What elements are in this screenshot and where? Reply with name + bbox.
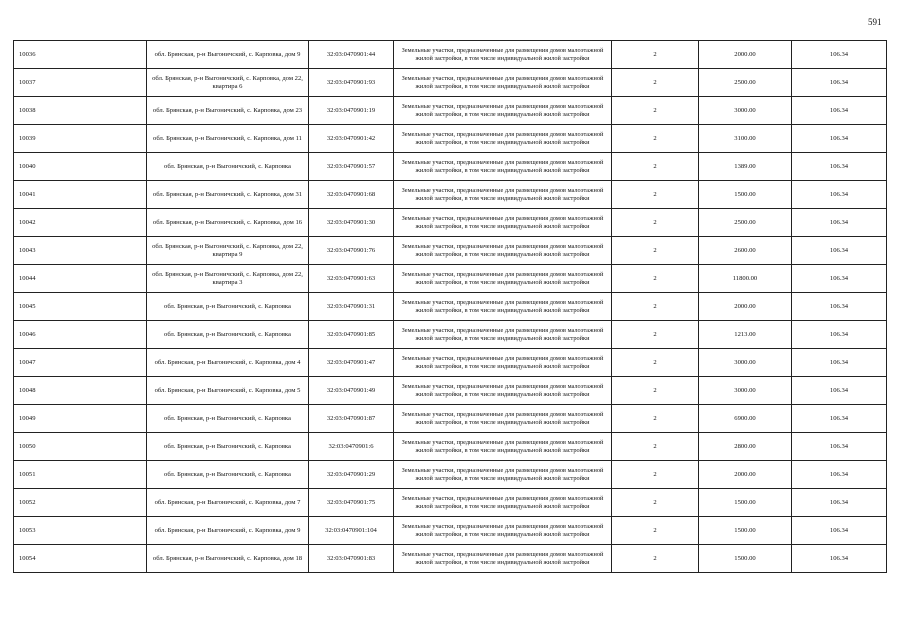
cell-group: 2 [612, 405, 699, 433]
cell-group: 2 [612, 153, 699, 181]
cell-row-number: 10053 [14, 517, 147, 545]
cell-specific-value: 106.34 [792, 489, 887, 517]
table-row [14, 125, 887, 153]
cell-cadastral-number: 32:03:0470901:29 [309, 461, 394, 489]
cell-cadastral-number: 32:03:0470901:63 [309, 265, 394, 293]
cell-group: 2 [612, 545, 699, 573]
cell-area: 2600.00 [699, 237, 792, 265]
cell-area: 2800.00 [699, 433, 792, 461]
cell-group: 2 [612, 265, 699, 293]
cell-area: 1389.00 [699, 153, 792, 181]
cell-group: 2 [612, 41, 699, 69]
cell-address: обл. Брянская, р-н Выгоничский, с. Карповка [147, 153, 309, 181]
cell-row-number: 10046 [14, 321, 147, 349]
cell-area: 3000.00 [699, 349, 792, 377]
cell-area: 3100.00 [699, 125, 792, 153]
cell-row-number: 10037 [14, 69, 147, 97]
cell-land-use: Земельные участки, предназначенные для размещения домов малоэтажной жилой застройки, в том числе индивидуальной жилой застройки [394, 293, 612, 321]
cell-land-use: Земельные участки, предназначенные для размещения домов малоэтажной жилой застройки, в том числе индивидуальной жилой застройки [394, 97, 612, 125]
cell-area: 1500.00 [699, 517, 792, 545]
cell-area: 1500.00 [699, 489, 792, 517]
table-row [14, 209, 887, 237]
cadastral-value-table [13, 40, 887, 573]
cell-cadastral-number: 32:03:0470901:76 [309, 237, 394, 265]
cell-address: обл. Брянская, р-н Выгоничский, с. Карповка, дом 16 [147, 209, 309, 237]
cell-specific-value: 106.34 [792, 125, 887, 153]
cell-row-number: 10049 [14, 405, 147, 433]
table-row [14, 181, 887, 209]
cell-cadastral-number: 32:03:0470901:49 [309, 377, 394, 405]
cell-group: 2 [612, 461, 699, 489]
table-row [14, 69, 887, 97]
cell-row-number: 10054 [14, 545, 147, 573]
cell-group: 2 [612, 489, 699, 517]
cell-land-use: Земельные участки, предназначенные для размещения домов малоэтажной жилой застройки, в том числе индивидуальной жилой застройки [394, 209, 612, 237]
cell-area: 1500.00 [699, 545, 792, 573]
cell-cadastral-number: 32:03:0470901:42 [309, 125, 394, 153]
cell-address: обл. Брянская, р-н Выгоничский, с. Карповка, дом 22, квартира 3 [147, 265, 309, 293]
table-row [14, 293, 887, 321]
cell-land-use: Земельные участки, предназначенные для размещения домов малоэтажной жилой застройки, в том числе индивидуальной жилой застройки [394, 377, 612, 405]
cell-group: 2 [612, 321, 699, 349]
cell-specific-value: 106.34 [792, 321, 887, 349]
cell-address: обл. Брянская, р-н Выгоничский, с. Карповка, дом 11 [147, 125, 309, 153]
cell-land-use: Земельные участки, предназначенные для размещения домов малоэтажной жилой застройки, в том числе индивидуальной жилой застройки [394, 265, 612, 293]
table-row [14, 321, 887, 349]
cell-specific-value: 106.34 [792, 349, 887, 377]
cell-cadastral-number: 32:03:0470901:19 [309, 97, 394, 125]
cell-row-number: 10043 [14, 237, 147, 265]
cell-specific-value: 106.34 [792, 265, 887, 293]
cell-row-number: 10038 [14, 97, 147, 125]
cell-land-use: Земельные участки, предназначенные для размещения домов малоэтажной жилой застройки, в том числе индивидуальной жилой застройки [394, 489, 612, 517]
cell-specific-value: 106.34 [792, 97, 887, 125]
cell-cadastral-number: 32:03:0470901:75 [309, 489, 394, 517]
cell-specific-value: 106.34 [792, 461, 887, 489]
cell-group: 2 [612, 181, 699, 209]
cell-specific-value: 106.34 [792, 153, 887, 181]
cell-row-number: 10041 [14, 181, 147, 209]
cell-row-number: 10039 [14, 125, 147, 153]
cell-land-use: Земельные участки, предназначенные для размещения домов малоэтажной жилой застройки, в том числе индивидуальной жилой застройки [394, 545, 612, 573]
cell-address: обл. Брянская, р-н Выгоничский, с. Карповка, дом 18 [147, 545, 309, 573]
cell-cadastral-number: 32:03:0470901:44 [309, 41, 394, 69]
cell-area: 3000.00 [699, 97, 792, 125]
cell-address: обл. Брянская, р-н Выгоничский, с. Карповка [147, 321, 309, 349]
cell-address: обл. Брянская, р-н Выгоничский, с. Карповка [147, 405, 309, 433]
table-row [14, 97, 887, 125]
page-number: 591 [868, 17, 882, 27]
cell-row-number: 10040 [14, 153, 147, 181]
cell-area: 2000.00 [699, 461, 792, 489]
cell-row-number: 10052 [14, 489, 147, 517]
cell-address: обл. Брянская, р-н Выгоничский, с. Карповка [147, 433, 309, 461]
cell-land-use: Земельные участки, предназначенные для размещения домов малоэтажной жилой застройки, в том числе индивидуальной жилой застройки [394, 41, 612, 69]
table-row [14, 265, 887, 293]
cell-cadastral-number: 32:03:0470901:57 [309, 153, 394, 181]
cell-address: обл. Брянская, р-н Выгоничский, с. Карповка, дом 9 [147, 517, 309, 545]
cell-area: 11800.00 [699, 265, 792, 293]
cell-specific-value: 106.34 [792, 209, 887, 237]
cell-address: обл. Брянская, р-н Выгоничский, с. Карповка, дом 31 [147, 181, 309, 209]
cell-specific-value: 106.34 [792, 293, 887, 321]
cell-cadastral-number: 32:03:0470901:104 [309, 517, 394, 545]
cell-row-number: 10036 [14, 41, 147, 69]
cell-row-number: 10042 [14, 209, 147, 237]
cell-group: 2 [612, 517, 699, 545]
cell-group: 2 [612, 97, 699, 125]
cell-specific-value: 106.34 [792, 377, 887, 405]
cell-land-use: Земельные участки, предназначенные для размещения домов малоэтажной жилой застройки, в том числе индивидуальной жилой застройки [394, 349, 612, 377]
table-row [14, 489, 887, 517]
table-row [14, 153, 887, 181]
cell-row-number: 10050 [14, 433, 147, 461]
cell-area: 3000.00 [699, 377, 792, 405]
cell-land-use: Земельные участки, предназначенные для размещения домов малоэтажной жилой застройки, в том числе индивидуальной жилой застройки [394, 181, 612, 209]
cell-area: 6900.00 [699, 405, 792, 433]
cell-land-use: Земельные участки, предназначенные для размещения домов малоэтажной жилой застройки, в том числе индивидуальной жилой застройки [394, 153, 612, 181]
cell-land-use: Земельные участки, предназначенные для размещения домов малоэтажной жилой застройки, в том числе индивидуальной жилой застройки [394, 405, 612, 433]
table-row [14, 517, 887, 545]
table-row [14, 377, 887, 405]
table-row [14, 545, 887, 573]
cell-row-number: 10044 [14, 265, 147, 293]
table-row [14, 461, 887, 489]
cell-address: обл. Брянская, р-н Выгоничский, с. Карповка, дом 4 [147, 349, 309, 377]
cell-cadastral-number: 32:03:0470901:6 [309, 433, 394, 461]
table-row [14, 349, 887, 377]
cell-row-number: 10045 [14, 293, 147, 321]
cell-address: обл. Брянская, р-н Выгоничский, с. Карповка [147, 461, 309, 489]
cell-row-number: 10048 [14, 377, 147, 405]
table-row [14, 237, 887, 265]
cell-address: обл. Брянская, р-н Выгоничский, с. Карповка, дом 7 [147, 489, 309, 517]
cell-area: 2000.00 [699, 293, 792, 321]
cell-cadastral-number: 32:03:0470901:47 [309, 349, 394, 377]
cell-group: 2 [612, 433, 699, 461]
cell-area: 2000.00 [699, 41, 792, 69]
cell-cadastral-number: 32:03:0470901:31 [309, 293, 394, 321]
cell-area: 2500.00 [699, 209, 792, 237]
cell-cadastral-number: 32:03:0470901:85 [309, 321, 394, 349]
cell-cadastral-number: 32:03:0470901:87 [309, 405, 394, 433]
cell-specific-value: 106.34 [792, 433, 887, 461]
cell-group: 2 [612, 69, 699, 97]
cell-address: обл. Брянская, р-н Выгоничский, с. Карповка, дом 5 [147, 377, 309, 405]
cell-row-number: 10051 [14, 461, 147, 489]
cell-address: обл. Брянская, р-н Выгоничский, с. Карповка, дом 22, квартира 6 [147, 69, 309, 97]
cell-specific-value: 106.34 [792, 69, 887, 97]
cell-group: 2 [612, 293, 699, 321]
cell-cadastral-number: 32:03:0470901:83 [309, 545, 394, 573]
cell-specific-value: 106.34 [792, 237, 887, 265]
cell-address: обл. Брянская, р-н Выгоничский, с. Карповка, дом 22, квартира 9 [147, 237, 309, 265]
cell-address: обл. Брянская, р-н Выгоничский, с. Карповка, дом 9 [147, 41, 309, 69]
cell-land-use: Земельные участки, предназначенные для размещения домов малоэтажной жилой застройки, в том числе индивидуальной жилой застройки [394, 461, 612, 489]
cell-cadastral-number: 32:03:0470901:68 [309, 181, 394, 209]
table-body [14, 41, 887, 573]
cell-area: 1500.00 [699, 181, 792, 209]
cell-cadastral-number: 32:03:0470901:30 [309, 209, 394, 237]
cell-cadastral-number: 32:03:0470901:93 [309, 69, 394, 97]
table-row [14, 433, 887, 461]
cell-land-use: Земельные участки, предназначенные для размещения домов малоэтажной жилой застройки, в том числе индивидуальной жилой застройки [394, 433, 612, 461]
cell-area: 2500.00 [699, 69, 792, 97]
cell-group: 2 [612, 209, 699, 237]
cell-land-use: Земельные участки, предназначенные для размещения домов малоэтажной жилой застройки, в том числе индивидуальной жилой застройки [394, 237, 612, 265]
cell-specific-value: 106.34 [792, 517, 887, 545]
cell-group: 2 [612, 237, 699, 265]
cell-group: 2 [612, 349, 699, 377]
cell-land-use: Земельные участки, предназначенные для размещения домов малоэтажной жилой застройки, в том числе индивидуальной жилой застройки [394, 125, 612, 153]
cell-specific-value: 106.34 [792, 181, 887, 209]
cell-specific-value: 106.34 [792, 545, 887, 573]
cell-group: 2 [612, 125, 699, 153]
table-row [14, 41, 887, 69]
cell-address: обл. Брянская, р-н Выгоничский, с. Карповка, дом 23 [147, 97, 309, 125]
cell-land-use: Земельные участки, предназначенные для размещения домов малоэтажной жилой застройки, в том числе индивидуальной жилой застройки [394, 321, 612, 349]
cell-specific-value: 106.34 [792, 405, 887, 433]
cell-address: обл. Брянская, р-н Выгоничский, с. Карповка [147, 293, 309, 321]
cell-land-use: Земельные участки, предназначенные для размещения домов малоэтажной жилой застройки, в том числе индивидуальной жилой застройки [394, 69, 612, 97]
cell-group: 2 [612, 377, 699, 405]
table-row [14, 405, 887, 433]
cell-row-number: 10047 [14, 349, 147, 377]
cell-land-use: Земельные участки, предназначенные для размещения домов малоэтажной жилой застройки, в том числе индивидуальной жилой застройки [394, 517, 612, 545]
cell-specific-value: 106.34 [792, 41, 887, 69]
cell-area: 1213.00 [699, 321, 792, 349]
